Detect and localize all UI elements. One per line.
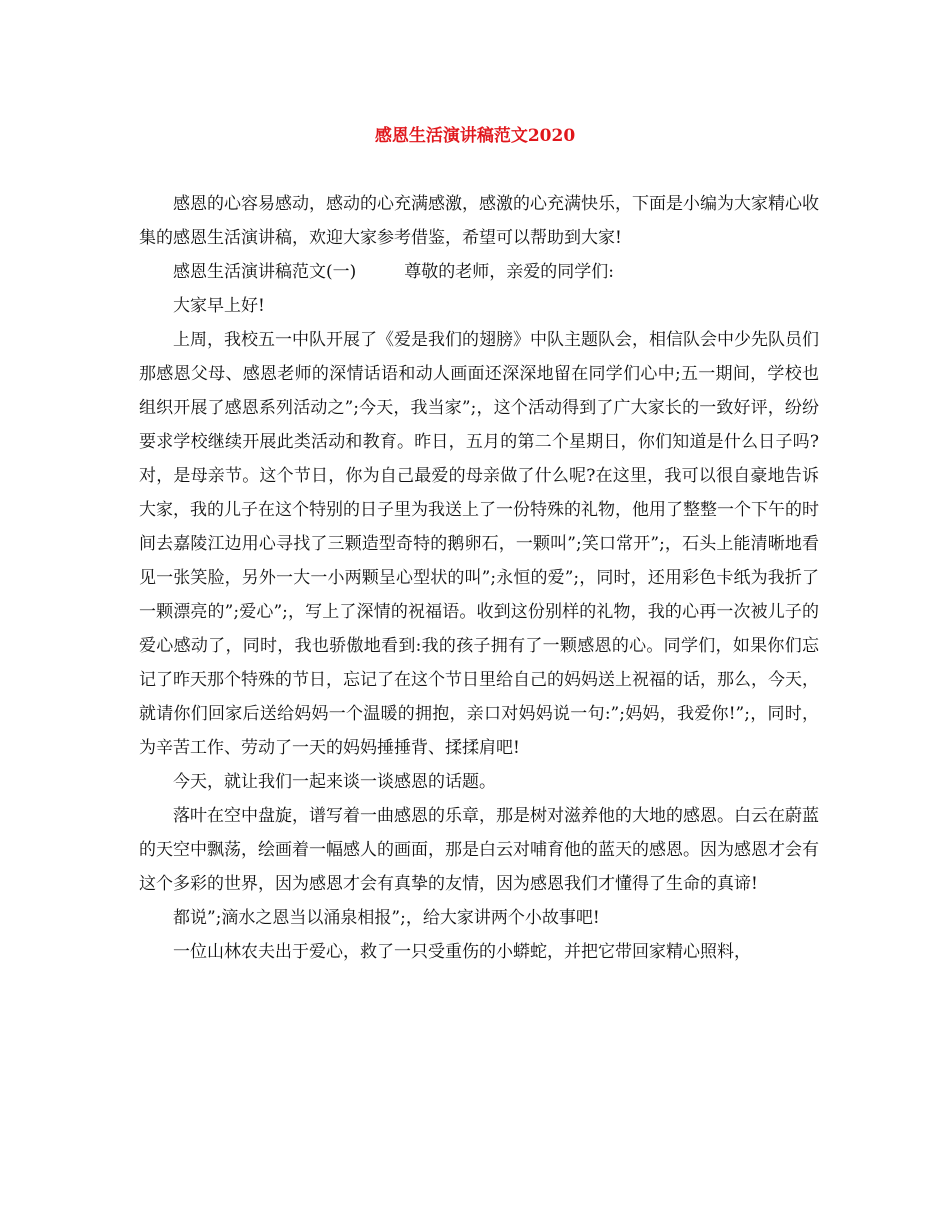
document-title: 感恩生活演讲稿范文2020 — [374, 126, 576, 146]
body-paragraph: 上周，我校五一中队开展了《爱是我们的翅膀》中队主题队会，相信队会中少先队员们那感恩父母、感恩老师的深情话语和动人画面还深深地留在同学们心中;五一期间，学校也组织开展了感恩系列活动之”;今天，我当家”;，这个活动得到了广大家长的一致好评，纷纷要求学校继续开展此类活动和教育。昨日，五月的第二个星期日，你们知道是什么日子吗?对，是母亲节。这个节日，你为自己最爱的母亲做了什么呢?在这里，我可以很自豪地告诉大家，我的儿子在这个特别的日子里为我送上了一份特殊的礼物，他用了整整一个下午的时间去嘉陵江边用心寻找了三颗造型奇特的鹅卵石，一颗叫”;笑口常开”;，石头上能清晰地看见一张笑脸，另外一大一小两颗呈心型状的叫”;永恒的爱”;，同时，还用彩色卡纸为我折了一颗漂亮的”;爱心”;，写上了深情的祝福语。收到这份别样的礼物，我的心再一次被儿子的爱心感动了，同时，我也骄傲地看到:我的孩子拥有了一颗感恩的心。同学们，如果你们忘记了昨天那个特殊的节日，忘记了在这个节日里给自己的妈妈送上祝福的话，那么，今天，就请你们回家后送给妈妈一个温暖的拥抱，亲口对妈妈说一句:”;妈妈，我爱你!”;，同时，为辛苦工作、劳动了一天的妈妈捶捶背、揉揉肩吧! — [139, 330, 819, 758]
intro-paragraph: 感恩的心容易感动，感动的心充满感激，感激的心充满快乐，下面是小编为大家精心收集的感恩生活演讲稿，欢迎大家参考借鉴，希望可以帮助到大家! — [139, 194, 819, 248]
section-heading-paragraph — [139, 255, 819, 289]
body-paragraph: 落叶在空中盘旋，谱写着一曲感恩的乐章，那是树对滋养他的大地的感恩。白云在蔚蓝的天空中飘荡，绘画着一幅感人的画面，那是白云对哺育他的蓝天的感恩。因为感恩才会有这个多彩的世界，因为感恩才会有真挚的友情，因为感恩我们才懂得了生命的真谛! — [139, 806, 819, 894]
salutation: 尊敬的老师，亲爱的同学们: — [404, 262, 614, 282]
body-paragraph: 今天，就让我们一起来谈一谈感恩的话题。 — [173, 772, 496, 792]
document-body — [139, 187, 819, 969]
body-paragraph: 一位山林农夫出于爱心，救了一只受重伤的小蟒蛇，并把它带回家精心照料， — [173, 942, 751, 962]
greeting-paragraph: 大家早上好! — [173, 296, 265, 316]
body-paragraph: 都说”;滴水之恩当以涌泉相报”;，给大家讲两个小故事吧! — [173, 908, 600, 928]
section-heading: 感恩生活演讲稿范文(一) — [173, 262, 357, 282]
